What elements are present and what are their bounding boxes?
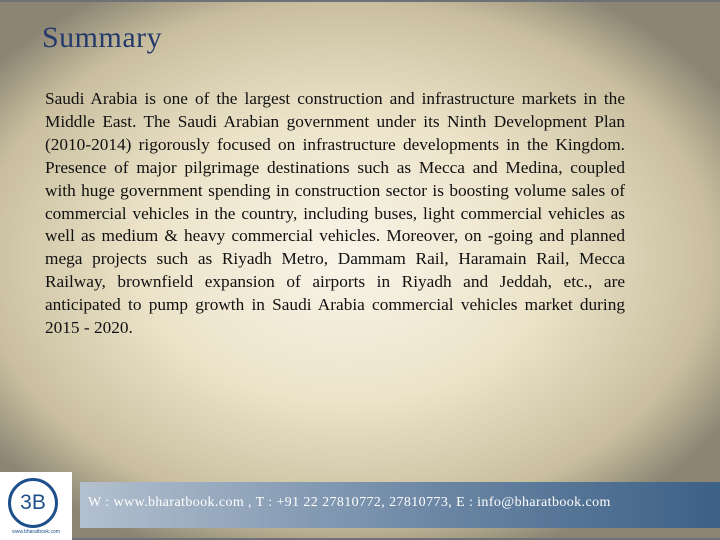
footer (0, 470, 720, 540)
logo-url: www.bharatbook.com (12, 529, 60, 535)
slide-title: Summary (42, 21, 163, 54)
footer-contact-bar (80, 482, 720, 528)
logo-mark: 3B (8, 478, 58, 528)
footer-contact-text: W : www.bharatbook.com , T : +91 22 27810772, 27810773, E : info@bharatbook.com (88, 495, 611, 510)
company-logo (0, 472, 72, 540)
top-frame-line (0, 0, 720, 2)
summary-paragraph: Saudi Arabia is one of the largest construction and infrastructure markets in the Middle East. The Saudi Arabian government under its Ninth Development Plan (2010-2014) rigorously focused on infrastructure developments in the Kingdom. Presence of major pilgrimage destinations such as Mecca and Medina, coupled with huge government spending in construction sector is boosting volume sales of commercial vehicles in the country, including buses, light commercial vehicles as well as medium & heavy commercial vehicles. Moreover, on -going and planned mega projects such as Riyadh Metro, Dammam Rail, Haramain Rail, Mecca Railway, brownfield expansion of airports in Riyadh and Jeddah, etc., are anticipated to pump growth in Saudi Arabia commercial vehicles market during 2015 - 2020. (45, 89, 625, 338)
